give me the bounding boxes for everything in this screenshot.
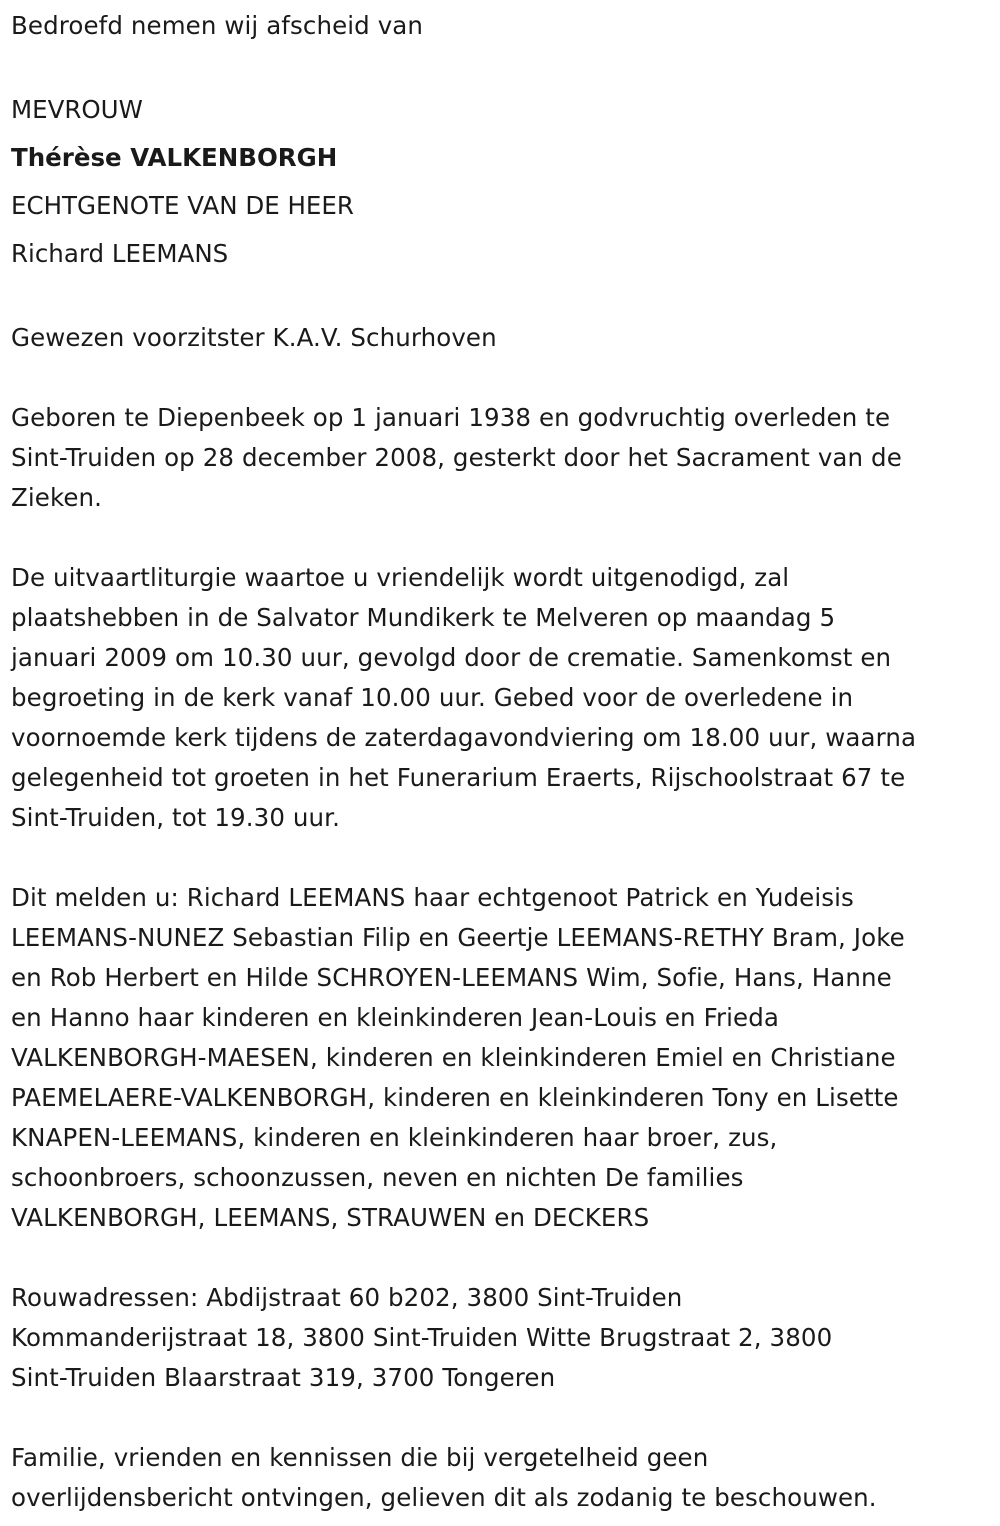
paragraph-line: Sint-Truiden, tot 19.30 uur. — [11, 803, 340, 832]
family-paragraph — [11, 878, 990, 1238]
closing-paragraph — [11, 1438, 990, 1518]
paragraph-line: en Rob Herbert en Hilde SCHROYEN-LEEMANS Wim, Sofie, Hans, Hanne — [11, 963, 892, 992]
spacer — [11, 838, 990, 878]
paragraph-line: Zieken. — [11, 483, 103, 512]
role-text: Gewezen voorzitster K.A.V. Schurhoven — [11, 323, 497, 352]
spacer — [11, 278, 990, 318]
paragraph-line: De uitvaartliturgie waartoe u vriendelijk wordt uitgenodigd, zal — [11, 563, 790, 592]
intro-text: Bedroefd nemen wij afscheid van — [11, 11, 424, 40]
spouse-name: Richard LEEMANS — [11, 239, 229, 268]
paragraph-line: LEEMANS-NUNEZ Sebastian Filip en Geertje LEEMANS-RETHY Bram, Joke — [11, 923, 905, 952]
paragraph-line: schoonbroers, schoonzussen, neven en nichten De families — [11, 1163, 744, 1192]
paragraph-line: overlijdensbericht ontvingen, gelieven dit als zodanig te beschouwen. — [11, 1483, 877, 1512]
paragraph-line: Geboren te Diepenbeek op 1 januari 1938 en godvruchtig overleden te — [11, 403, 891, 432]
paragraph-line: KNAPEN-LEEMANS, kinderen en kleinkinderen haar broer, zus, — [11, 1123, 778, 1152]
paragraph-line: VALKENBORGH, LEEMANS, STRAUWEN en DECKERS — [11, 1203, 650, 1232]
addresses-paragraph — [11, 1278, 990, 1398]
paragraph-line: Familie, vrienden en kennissen die bij vergetelheid geen — [11, 1443, 709, 1472]
spacer — [11, 358, 990, 398]
funeral-paragraph — [11, 558, 990, 838]
paragraph-line: plaatshebben in de Salvator Mundikerk te Melveren op maandag 5 — [11, 603, 836, 632]
relation-text: ECHTGENOTE VAN DE HEER — [11, 191, 354, 220]
paragraph-line: Dit melden u: Richard LEEMANS haar echtgenoot Patrick en Yudeisis — [11, 883, 854, 912]
paragraph-line: begroeting in de kerk vanaf 10.00 uur. Gebed voor de overledene in — [11, 683, 854, 712]
title-text: MEVROUW — [11, 95, 143, 124]
deceased-name: Thérèse VALKENBORGH — [11, 143, 338, 172]
spacer — [11, 518, 990, 558]
paragraph-line: en Hanno haar kinderen en kleinkinderen Jean-Louis en Frieda — [11, 1003, 779, 1032]
paragraph-line: Sint-Truiden op 28 december 2008, gesterkt door het Sacrament van de — [11, 443, 902, 472]
paragraph-line: gelegenheid tot groeten in het Funerarium Eraerts, Rijschoolstraat 67 te — [11, 763, 906, 792]
paragraph-line: Kommanderijstraat 18, 3800 Sint-Truiden Witte Brugstraat 2, 3800 — [11, 1323, 833, 1352]
spacer — [11, 46, 990, 86]
spacer — [11, 1398, 990, 1438]
paragraph-line: PAEMELAERE-VALKENBORGH, kinderen en kleinkinderen Tony en Lisette — [11, 1083, 899, 1112]
paragraph-line: Sint-Truiden Blaarstraat 319, 3700 Tongeren — [11, 1363, 556, 1392]
paragraph-line: Rouwadressen: Abdijstraat 60 b202, 3800 Sint-Truiden — [11, 1283, 683, 1312]
paragraph-line: VALKENBORGH-MAESEN, kinderen en kleinkinderen Emiel en Christiane — [11, 1043, 896, 1072]
spacer — [11, 1238, 990, 1278]
birth-death-paragraph — [11, 398, 990, 518]
paragraph-line: januari 2009 om 10.30 uur, gevolgd door de crematie. Samenkomst en — [11, 643, 892, 672]
paragraph-line: voornoemde kerk tijdens de zaterdagavondviering om 18.00 uur, waarna — [11, 723, 917, 752]
